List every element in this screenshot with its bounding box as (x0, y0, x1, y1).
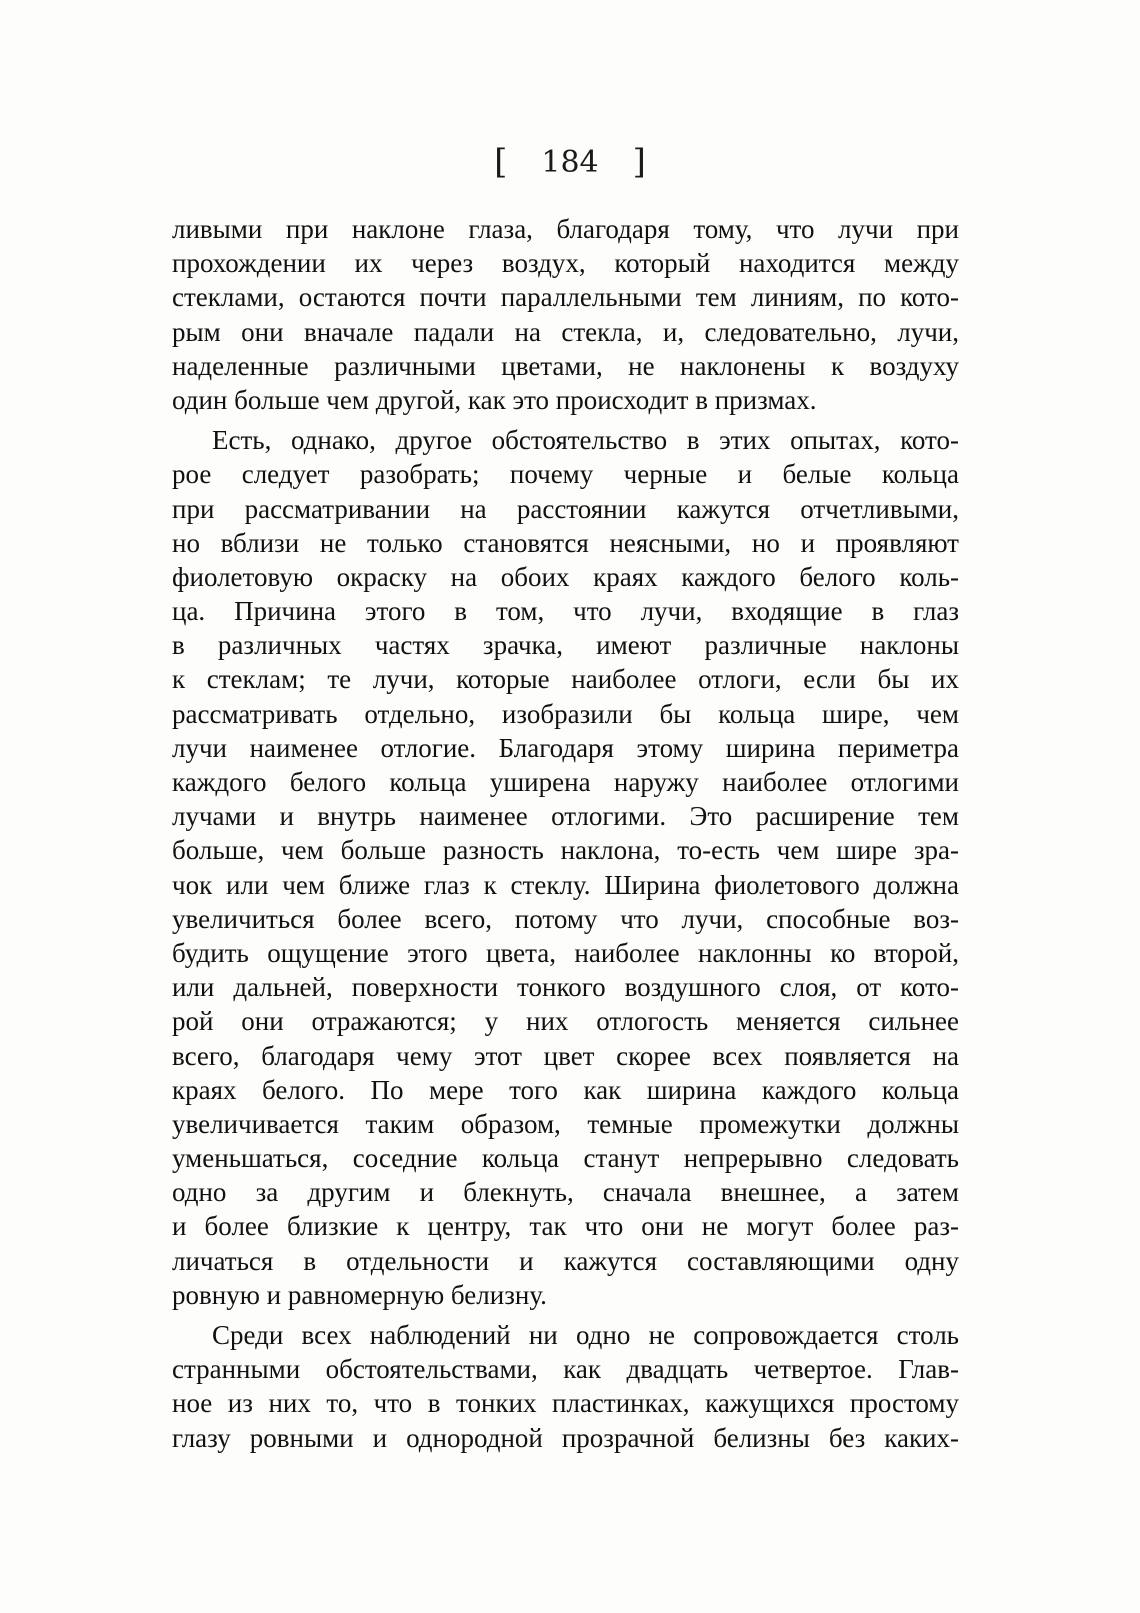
text-line: прохождении их через воздух, который находится между (172, 248, 959, 279)
text-line: рым они вначале падали на стекла, и, следовательно, лучи, (172, 316, 959, 347)
text-line: фиолетовую окраску на обоих краях каждого белого коль- (172, 561, 959, 592)
text-line: один больше чем другой, как это происходит в призмах. (172, 384, 817, 415)
body-text (172, 212, 959, 1455)
text-line: каждого белого кольца уширена наружу наиболее отлогими (172, 767, 959, 797)
text-line: лучами и внутрь наименее отлогими. Это расширение тем (172, 801, 959, 832)
text-line: всего, благодаря чему этот цвет скорее всех появляется на (172, 1040, 959, 1071)
text-line: будить ощущение этого цвета, наиболее наклонны ко второй, (172, 937, 959, 968)
text-line: в различных частях зрачка, имеют различные наклоны (172, 630, 959, 661)
text-line: Есть, однако, другое обстоятельство в этих опытах, кото- (212, 425, 959, 456)
text-line: увеличиться более всего, потому что лучи, способные воз- (172, 903, 959, 934)
text-line: рое следует разобрать; почему черные и белые кольца (172, 459, 959, 490)
text-line: увеличивается таким образом, темные промежутки должны (172, 1108, 959, 1139)
text-line: и более близкие к центру, так что они не могут более раз- (172, 1211, 959, 1242)
text-line: больше, чем больше разность наклона, то-есть чем шире зра- (172, 835, 959, 866)
page-number-bracket-open: [ (494, 142, 508, 182)
text-line: наделенные различными цветами, не наклонены к воздуху (172, 350, 959, 381)
text-line: краях белого. По мере того как ширина каждого кольца (172, 1074, 959, 1105)
text-line: личаться в отдельности и кажутся составляющими одну (172, 1245, 959, 1276)
page-number-value: 184 (541, 145, 599, 180)
text-line: или дальней, поверхности тонкого воздушного слоя, от кото- (172, 972, 959, 1003)
page-number-bracket-close: ] (632, 142, 646, 182)
text-line: но вблизи не только становятся неясными, но и проявляют (172, 527, 959, 558)
text-line: одно за другим и блекнуть, сначала внешнее, а затем (172, 1177, 959, 1208)
text-line: чок или чем ближе глаз к стеклу. Ширина фиолетового должна (172, 869, 959, 900)
text-line: глазу ровными и однородной прозрачной белизны без каких- (172, 1422, 959, 1453)
text-line: при рассматривании на расстоянии кажутся отчетливыми, (172, 493, 959, 524)
page-number (0, 142, 1140, 182)
text-line: ца. Причина этого в том, что лучи, входящие в глаз (172, 596, 959, 627)
text-line: стеклами, остаются почти параллельными тем линиям, по кото- (172, 282, 959, 313)
text-line: ливыми при наклоне глаза, благодаря тому, что лучи при (172, 214, 959, 244)
text-line: Среди всех наблюдений ни одно не сопровождается столь (212, 1320, 959, 1350)
text-line: рой они отражаются; у них отлогость меняется сильнее (172, 1006, 959, 1037)
text-line: странными обстоятельствами, как двадцать четвертое. Глав- (172, 1354, 959, 1385)
text-line: рассматривать отдельно, изобразили бы кольца шире, чем (172, 698, 959, 729)
text-line: ное из них то, что в тонких пластинках, кажущихся простому (172, 1388, 959, 1419)
text-line: уменьшаться, соседние кольца станут непрерывно следовать (172, 1143, 959, 1174)
text-line: к стеклам; те лучи, которые наиболее отлоги, если бы их (172, 664, 959, 695)
text-line: ровную и равномерную белизну. (172, 1279, 547, 1310)
text-line: лучи наименее отлогие. Благодаря этому ширина периметра (172, 732, 959, 763)
